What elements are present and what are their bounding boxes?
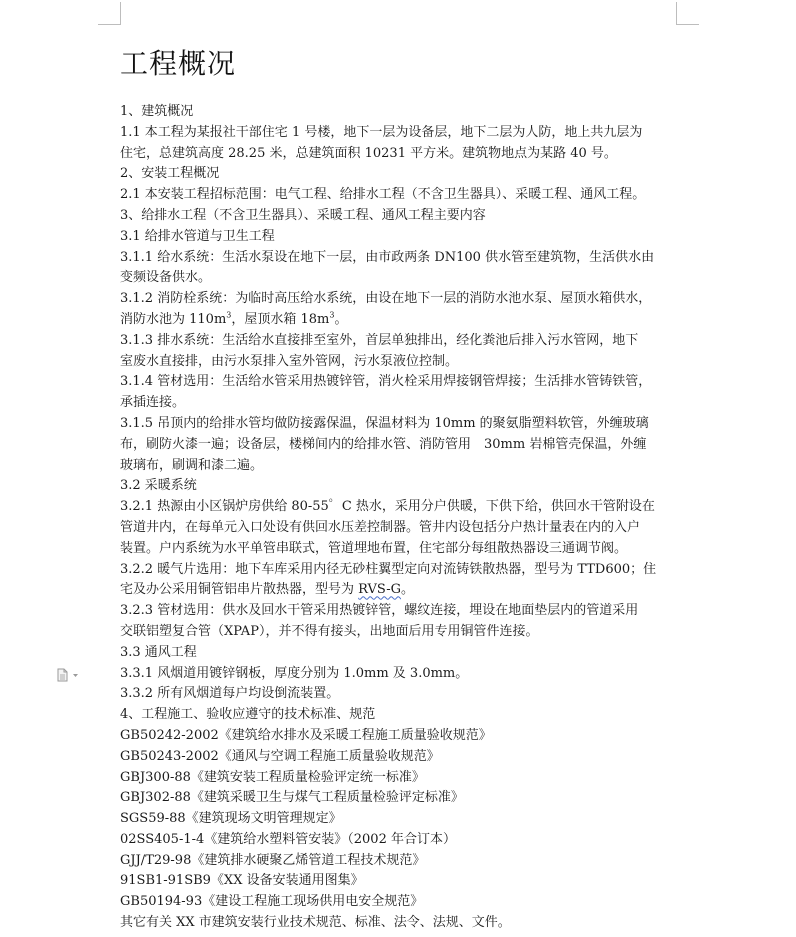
text-line: 4、工程施工、验收应遵守的技术标准、规范	[120, 707, 376, 723]
text-line: SGS59-88《建筑现场文明管理规定》	[120, 811, 342, 827]
text-line: 1、建筑概况	[120, 104, 194, 119]
text-line: 3.3.1 风烟道用镀锌钢板，厚度分别为 1.0mm 及 3.0mm。	[120, 665, 469, 681]
text-line: 3.2.1 热源由小区锅炉房供给 80-55゜C 热水，采用分户供暖，下供下给，供回水干管附设在	[120, 499, 655, 515]
text-line: 1.1 本工程为某报社干部住宅 1 号楼，地下一层为设备层，地下二层为人防，地上共九层为	[120, 124, 643, 140]
text-line: 3.2.2 暖气片选用：地下车库采用内径无砂柱翼型定向对流铸铁散热器，型号为 TTD600；住	[120, 561, 657, 577]
text-line: 3.2.3 管材选用：供水及回水干管采用热镀锌管，螺纹连接，埋设在地面垫层内的管道采用	[120, 603, 639, 619]
text-line: 住宅，总建筑高度 28.25 米，总建筑面积 10231 平方米。建筑物地点为某路 40 号。	[120, 145, 617, 161]
page-title: 工程概况	[120, 47, 237, 80]
document-lines	[120, 102, 680, 934]
text-line: 2、安装工程概况	[120, 166, 220, 182]
text-line: GBJ300-88《建筑安装工程质量检验评定统一标准》	[120, 769, 425, 785]
text-line: GBJ302-88《建筑采暖卫生与煤气工程质量检验评定标准》	[120, 790, 464, 806]
text-line: 3.3 通风工程	[120, 644, 197, 660]
text-line: 3.3.2 所有风烟道每户均设倒流装置。	[120, 686, 340, 702]
text-line: 3.1.3 排水系统：生活给水直接排至室外，首层单独排出，经化粪池后排入污水管网，地下	[120, 332, 639, 348]
text-line: 变频设备供水。	[120, 270, 212, 286]
text-line: 交联铝塑复合管（XPAP），并不得有接头，出地面后用专用铜管件连接。	[120, 623, 539, 639]
text-line: 其它有关 XX 市建筑安装行业技术规范、标准、法令、法规、文件。	[120, 915, 511, 931]
crop-mark-top-right	[676, 2, 699, 25]
text-line: 装置。户内系统为水平单管串联式，管道埋地布置，住宅部分每组散热器设三通调节阀。	[120, 540, 628, 556]
text-line: 消防水池为 $110m^3$，屋顶水箱 $18m^3$。	[120, 310, 348, 327]
text-line: 玻璃布，刷调和漆二遍。	[120, 457, 264, 473]
text-line: GB50242-2002《建筑给水排水及采暖工程施工质量验收规范》	[120, 727, 492, 743]
text-line: 宅及办公采用铜管铝串片散热器，型号为 RVS-G。	[120, 582, 415, 598]
text-line: 管道井内，在每单元入口处设有供回水压差控制器。管井内设包括分户热计量表在内的入户	[120, 519, 641, 535]
text-line: 布，刷防火漆一遍；设备层，楼梯间内的给排水管、消防管用 30mm 岩棉管壳保温，外缠	[120, 436, 647, 452]
text-line: 3.1.5 吊顶内的给排水管均做防接露保温，保温材料为 10mm 的聚氨脂塑料软管，外缠玻璃	[120, 415, 649, 431]
text-line: 3.1.2 消防栓系统：为临时高压给水系统，由设在地下一层的消防水池水泵、屋顶水箱供水，	[120, 291, 652, 307]
text-line: 2.1 本安装工程招标范围：电气工程、给排水工程（不含卫生器具）、采暖工程、通风工程。	[120, 187, 646, 203]
crop-mark-top-left	[98, 2, 121, 25]
text-line: 3、给排水工程（不含卫生器具）、采暖工程、通风工程主要内容	[120, 207, 486, 223]
document-body	[120, 44, 680, 934]
text-line: 3.1 给排水管道与卫生工程	[120, 228, 275, 244]
document-icon[interactable]	[56, 668, 84, 682]
text-line: GB50243-2002《通风与空调工程施工质量验收规范》	[120, 748, 440, 764]
text-line: 3.1.4 管材选用：生活给水管采用热镀锌管，消火栓采用焊接钢管焊接；生活排水管铸铁管，	[120, 374, 652, 390]
text-line: 3.2 采暖系统	[120, 478, 197, 494]
text-line: 室废水直接排，由污水泵排入室外管网，污水泵液位控制。	[120, 353, 459, 369]
text-line: 承插连接。	[120, 395, 186, 411]
text-line: 02SS405-1-4《建筑给水塑料管安装》（2002 年合订本）	[120, 831, 456, 847]
text-line: 91SB1-91SB9《XX 设备安装通用图集》	[120, 873, 364, 889]
text-line: GJJ/T29-98《建筑排水硬聚乙烯管道工程技术规范》	[120, 852, 426, 868]
text-line: 3.1.1 给水系统：生活水泵设在地下一层，由市政两条 DN100 供水管至建筑物，生活供水由	[120, 249, 655, 265]
text-line: GB50194-93《建设工程施工现场供用电安全规范》	[120, 894, 424, 910]
